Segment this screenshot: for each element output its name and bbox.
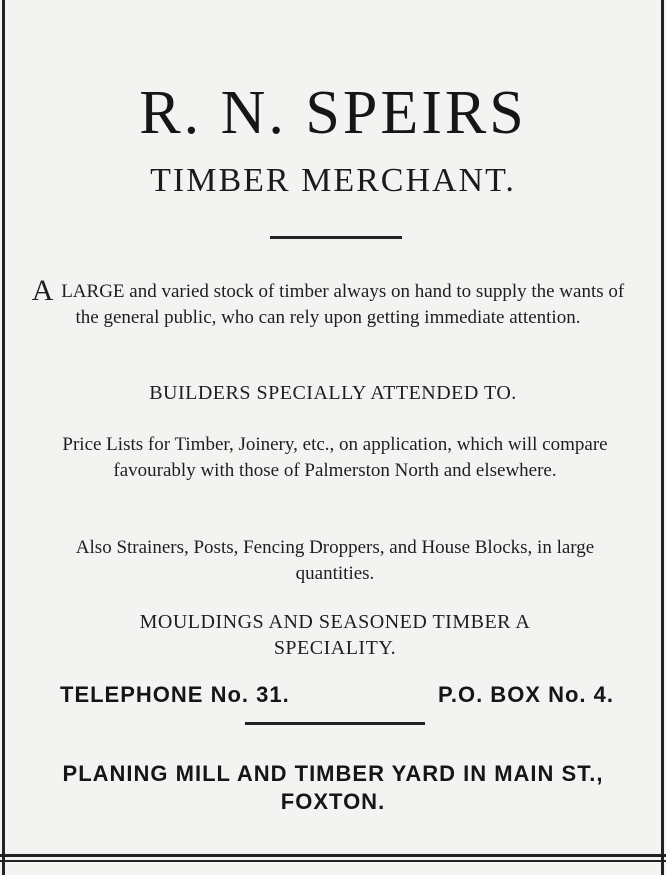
intro-paragraph xyxy=(20,274,636,331)
intro-text: LARGE and varied stock of timber always on hand to supply the wants of the general public, who can rely upon getting immediate attention. xyxy=(61,281,625,328)
merchant-name: R. N. SPEIRS xyxy=(139,79,527,147)
builders-notice: BUILDERS SPECIALLY ATTENDED TO. xyxy=(149,382,517,404)
telephone-number: TELEPHONE No. 31. xyxy=(60,682,290,707)
mill-location: PLANING MILL AND TIMBER YARD IN MAIN ST., FOXTON. xyxy=(62,761,604,814)
po-box-number: P.O. BOX No. 4. xyxy=(438,682,614,707)
price-lists-paragraph: Price Lists for Timber, Joinery, etc., on application, which will compare favourably with those of Palmerston North and elsewhere. xyxy=(62,434,608,481)
left-border-rule xyxy=(2,0,5,875)
right-border-rule xyxy=(661,0,664,875)
header-divider xyxy=(270,236,402,239)
merchant-title: TIMBER MERCHANT. xyxy=(150,162,516,199)
mouldings-notice: MOULDINGS AND SEASONED TIMBER A SPECIALITY. xyxy=(139,611,531,659)
bottom-border-rule-inner xyxy=(0,860,666,862)
also-paragraph: Also Strainers, Posts, Fencing Droppers, and House Blocks, in large quantities. xyxy=(75,537,595,584)
footer-divider xyxy=(245,722,425,725)
intro-dropcap: A xyxy=(31,274,54,307)
bottom-border-rule xyxy=(0,854,666,857)
